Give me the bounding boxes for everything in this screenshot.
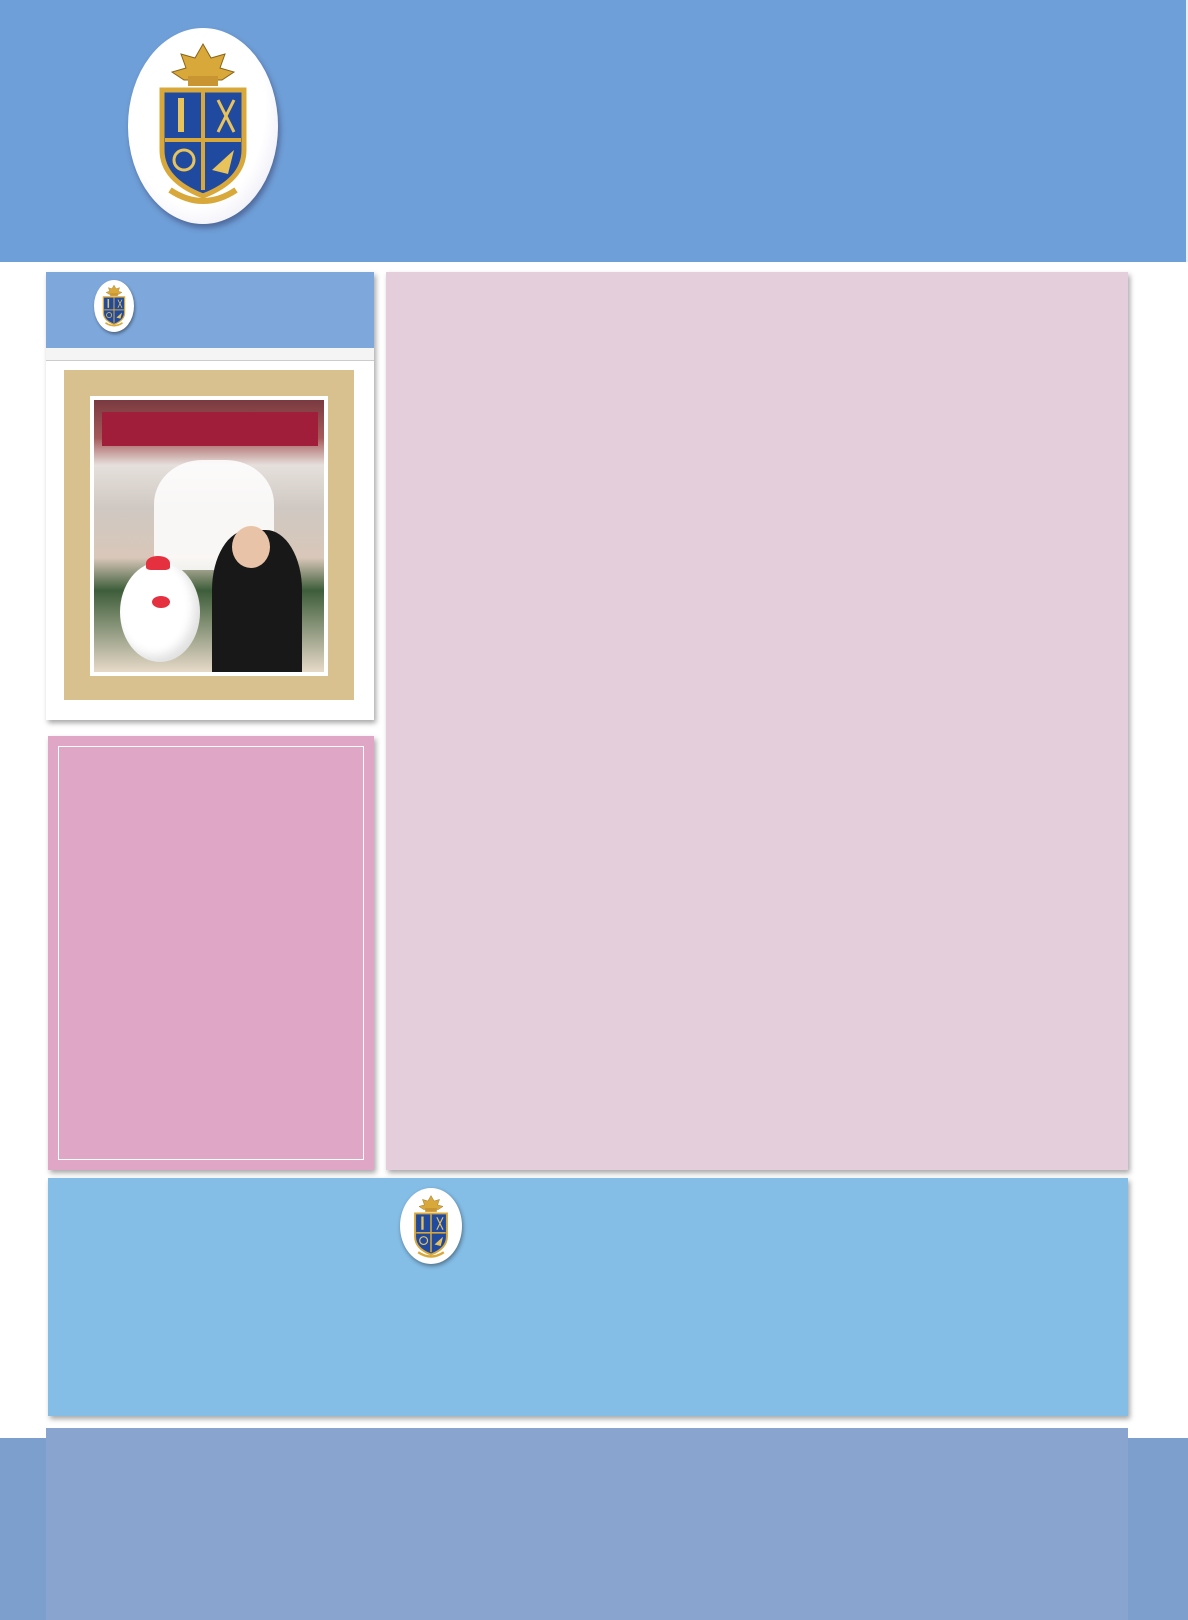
foundation-seal (128, 28, 278, 224)
photo-mascot (120, 562, 200, 662)
committee-box (386, 272, 1128, 1170)
journal-cover-strip (46, 348, 374, 361)
photo-mascot-beak (152, 596, 170, 608)
objectives-frame (58, 746, 364, 1160)
donation-box (46, 1428, 1128, 1620)
photo-person-head (232, 526, 270, 568)
publisher-box (48, 1178, 1128, 1416)
foundation-seal-icon (99, 284, 129, 328)
foundation-seal-icon (148, 40, 258, 210)
header-banner (0, 0, 1186, 262)
foundation-seal-icon (409, 1194, 453, 1260)
photo-banner (102, 412, 318, 446)
cover-photo-frame (64, 370, 354, 700)
photo-mascot-comb (146, 556, 170, 570)
cover-photo (90, 396, 328, 676)
cover-seal (94, 280, 134, 332)
journal-cover (46, 272, 374, 720)
publisher-seal (400, 1188, 462, 1264)
objectives-box (48, 736, 374, 1170)
journal-cover-masthead (46, 272, 374, 348)
